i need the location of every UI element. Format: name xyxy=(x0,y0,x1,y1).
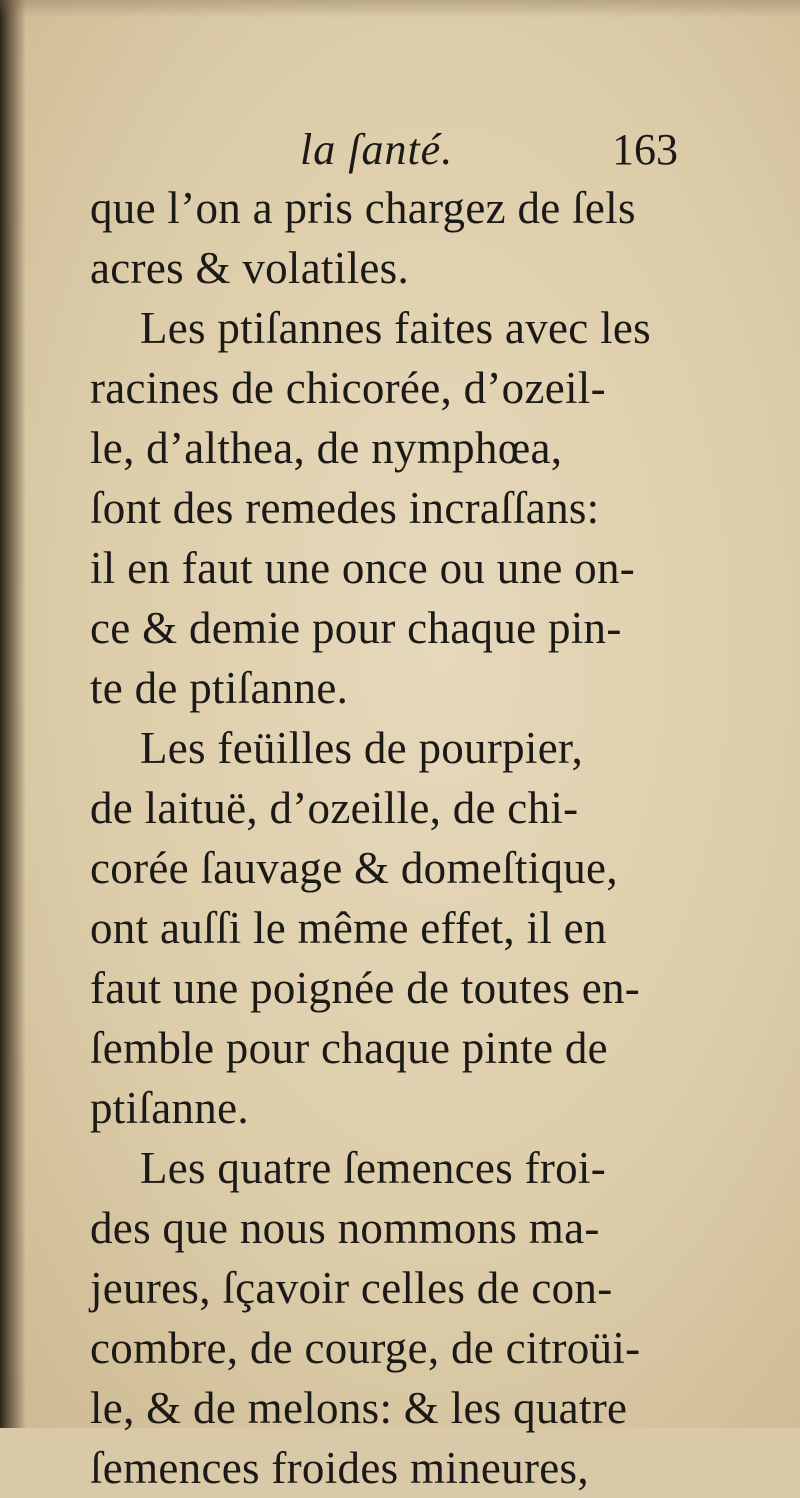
text-line: te de ptiſanne. xyxy=(90,663,349,713)
text-line: faut une poignée de toutes en- xyxy=(90,963,641,1013)
text-line: ſont des remedes incraſſans: xyxy=(90,483,600,533)
paragraph-start-line: Les quatre ſemences froi- xyxy=(140,1143,607,1193)
running-head xyxy=(0,118,800,178)
text-line: combre, de courge, de citroüi- xyxy=(90,1323,641,1373)
text-line: il en faut une once ou une on- xyxy=(90,543,636,593)
text-line: ptiſanne. xyxy=(90,1083,249,1133)
text-line: le, & de melons: & les quatre xyxy=(90,1383,628,1433)
text-line: jeures, ſçavoir celles de con- xyxy=(90,1263,613,1313)
text-line: ſemences froides mineures, xyxy=(90,1443,589,1493)
paragraph-start-line: Les ptiſannes faites avec les xyxy=(140,303,651,353)
running-head-title: la ſanté. xyxy=(300,125,454,174)
paragraph-start-line: Les feüilles de pourpier, xyxy=(140,723,584,773)
binding-shadow xyxy=(0,0,26,1428)
page-number: 163 xyxy=(612,125,678,174)
text-line: racines de chicorée, d’ozeil- xyxy=(90,363,606,413)
text-line: ſemble pour chaque pinte de xyxy=(90,1023,608,1073)
text-line: des que nous nommons ma- xyxy=(90,1203,600,1253)
text-line: acres & volatiles. xyxy=(90,243,410,293)
text-line: ce & demie pour chaque pin- xyxy=(90,603,622,653)
body-text xyxy=(90,178,750,1498)
text-line: de laituë, d’ozeille, de chi- xyxy=(90,783,579,833)
text-line: corée ſauvage & domeſtique, xyxy=(90,843,618,893)
text-line: que l’on a pris chargez de ſels xyxy=(90,183,636,233)
text-line: ont auſſi le même effet, il en xyxy=(90,903,607,953)
top-edge-shadow xyxy=(0,0,800,18)
text-line: le, d’althea, de nymphœa, xyxy=(90,423,563,473)
